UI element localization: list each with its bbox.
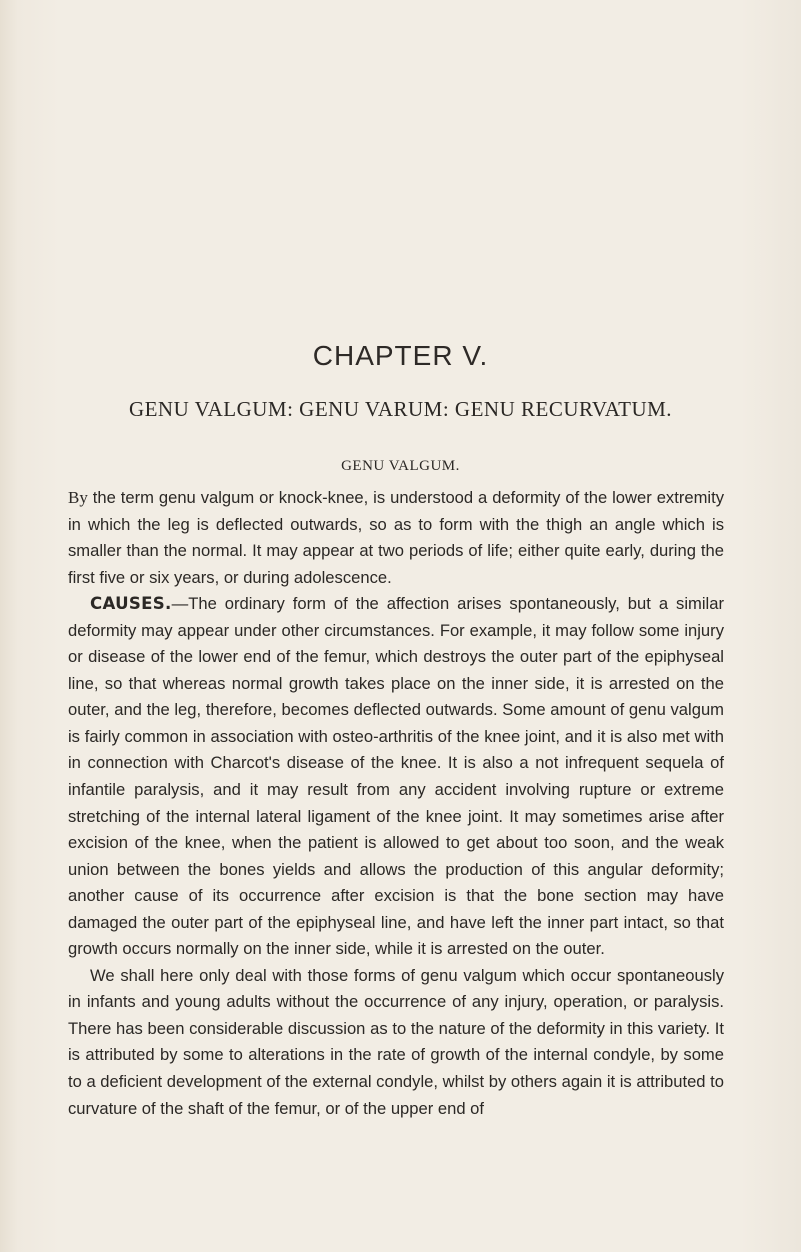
paragraph-definition xyxy=(68,485,724,591)
paragraph-scope xyxy=(68,963,724,1122)
section-heading: GENU VALGUM. xyxy=(341,458,460,474)
paragraph-scope-text: We shall here only deal with those forms of genu valgum which occur spontaneously in infants and young adults without the occurrence of any injury, operation, or paralysis. There has been considerable discussion as to the nature of the deformity in this variety. It is attributed by some to alterations in the rate of growth of the internal condyle, by some to a deficient development of the external condyle, whilst by others again it is attributed to curvature of the shaft of the femur, or of the upper end of xyxy=(68,965,724,1118)
paragraph-lead-word: By xyxy=(68,488,88,507)
paragraph-causes xyxy=(68,591,724,963)
chapter-subject-heading: GENU VALGUM: GENU VARUM: GENU RECURVATUM. xyxy=(128,397,673,421)
body-text xyxy=(68,485,724,1122)
causes-label: CAUSES. xyxy=(90,594,172,614)
paragraph-definition-text: the term genu valgum or knock-knee, is understood a deformity of the lower extremity in which the leg is deflected outwards, so as to form with the thigh an angle which is smaller than the normal. It may appear at two periods of life; either quite early, during the first five or six years, or during adolescence. xyxy=(68,488,724,587)
chapter-title: CHAPTER V. xyxy=(312,340,489,371)
paragraph-causes-text: —The ordinary form of the affection arises spontaneously, but a similar deformity may appear under other circumstances. For example, it may follow some injury or disease of the lower end of the femur, which destroys the outer part of the epiphyseal line, so that whereas normal growth takes place on the inner side, it is arrested on the outer, and the leg, therefore, becomes deflected outwards. Some amount of genu valgum is fairly common in association with osteo-arthritis of the knee joint, and it is also met with in connection with Charcot's disease of the knee. It is also a not infrequent sequela of infantile paralysis, and it may result from any accident involving rupture or extreme stretching of the internal lateral ligament of the knee joint. It may sometimes arise after excision of the knee, when the patient is allowed to get about too soon, and the weak union between the bones yields and allows the production of this angular deformity; another cause of its occurrence after excision is that the bone section may have damaged the outer part of the epiphyseal line, and have left the inner part intact, so that growth occurs normally on the inner side, while it is arrested on the outer. xyxy=(68,594,724,959)
